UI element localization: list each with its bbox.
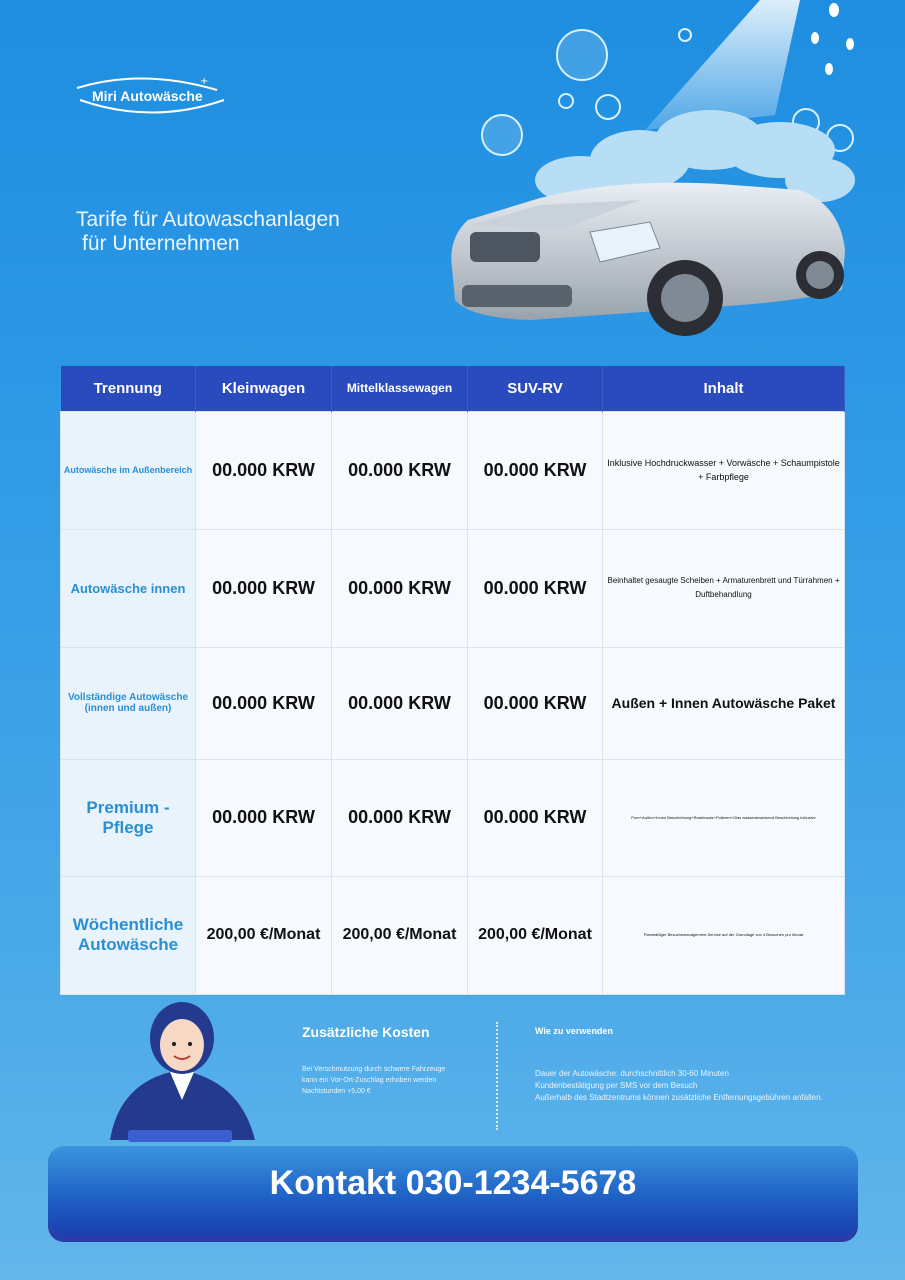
column-header: Inhalt [603,366,845,411]
usage-line: Dauer der Autowäsche: durchschnittlich 30-60 Minuten [535,1069,729,1078]
title-line-2: für Unternehmen [82,232,240,255]
table-row [61,411,845,529]
price-cell: 00.000 KRW [468,647,603,759]
price-cell: 00.000 KRW [332,529,468,647]
usage-section [535,1026,875,1104]
table-row [61,529,845,647]
content-cell: Inklusive Hochdruckwasser + Vorwäsche + Schaumpistole + Farbpflege [603,411,845,529]
contact-phone[interactable]: Kontakt 030-1234-5678 [269,1164,637,1202]
price-cell: 00.000 KRW [196,647,332,759]
section-divider [496,1022,498,1130]
price-cell: 00.000 KRW [332,759,468,876]
price-cell: 00.000 KRW [332,647,468,759]
svg-text:+: + [200,76,209,87]
content-cell: Beinhaltet gesaugte Scheiben + Armaturenbrett und Türrahmen + Duftbehandlung [603,529,845,647]
content-cell: Pure+Außen+Innen Beschichtung+Radeinsatz+Polieren+Glas wasserabweisend Beschichtung inklusive [603,759,845,876]
table-row [61,647,845,759]
brand-logo [72,70,232,120]
row-label: Wöchentliche Autowäsche [61,876,196,994]
price-cell: 200,00 €/Monat [468,876,603,994]
column-header: Trennung [61,366,196,411]
car-image [451,183,845,336]
extra-costs-line: Nachtstunden +5,00 € [302,1088,371,1095]
brand-name: Miri Autowäsche [92,88,203,104]
price-cell: 00.000 KRW [196,411,332,529]
content-cell: Planmäßiger Besuchsmanagement-Service auf der Grundlage von 4 Besuchen pro Monat [603,876,845,994]
foam-cloud [535,110,855,204]
water-spray [645,0,800,130]
bubbles [482,29,853,155]
price-cell: 200,00 €/Monat [196,876,332,994]
row-label: Autowäsche im Außenbereich [61,411,196,529]
page-title [76,208,340,256]
extra-costs-section [302,1024,482,1097]
row-label: Vollständige Autowäsche (innen und außen) [61,647,196,759]
price-cell: 00.000 KRW [468,411,603,529]
price-cell: 200,00 €/Monat [332,876,468,994]
usage-line: Kundenbestätigung per SMS vor dem Besuch [535,1081,698,1090]
extra-costs-title: Zusätzliche Kosten [302,1024,430,1040]
table-header-row [61,366,845,411]
title-line-1: Tarife für Autowaschanlagen [76,208,340,231]
table-row [61,876,845,994]
column-header: SUV-RV [468,366,603,411]
usage-title: Wie zu verwenden [535,1026,613,1036]
price-cell: 00.000 KRW [468,529,603,647]
column-header: Kleinwagen [196,366,332,411]
water-drops [811,3,854,75]
usage-line: Außerhalb des Stadtzentrums können zusätzliche Entfernungsgebühren anfallen. [535,1093,823,1102]
price-table [60,366,845,995]
price-cell: 00.000 KRW [196,529,332,647]
car-wash-illustration [0,0,905,360]
price-cell: 00.000 KRW [468,759,603,876]
contact-banner[interactable] [48,1146,858,1236]
support-agent-illustration [100,1000,270,1145]
table-row [61,759,845,876]
extra-costs-line: Bei Verschmutzung durch schwere Fahrzeuge [302,1066,446,1073]
price-cell: 00.000 KRW [332,411,468,529]
price-cell: 00.000 KRW [196,759,332,876]
row-label: Premium -Pflege [61,759,196,876]
extra-costs-line: kann ein Vor-Ort-Zuschlag erhoben werden [302,1077,437,1084]
row-label: Autowäsche innen [61,529,196,647]
content-cell: Außen + Innen Autowäsche Paket [603,647,845,759]
column-header: Mittelklassewagen [332,366,468,411]
